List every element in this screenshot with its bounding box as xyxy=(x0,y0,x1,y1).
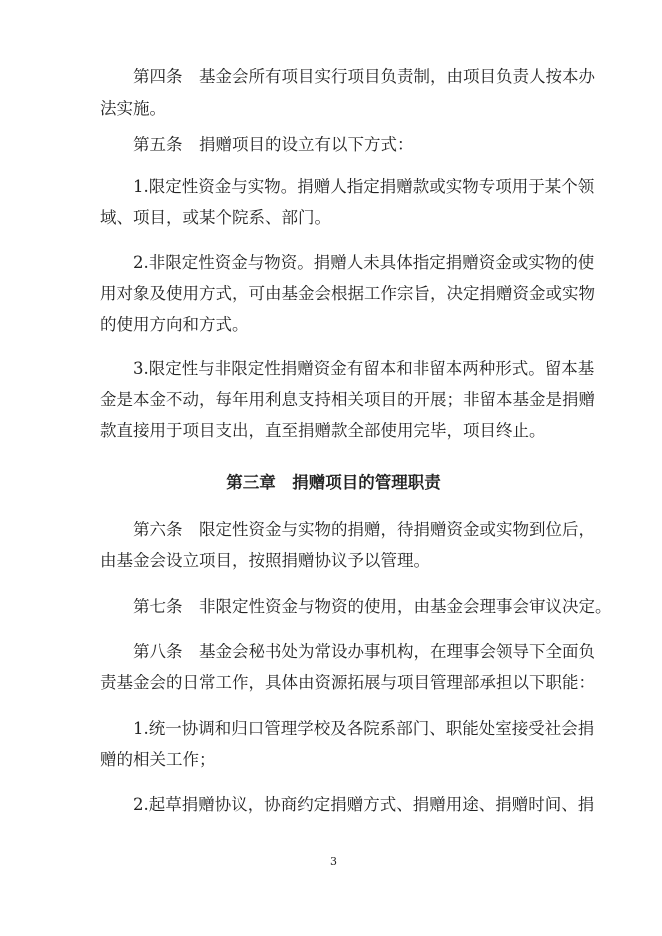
item-2-line-1: 2.非限定性资金与物资。捐赠人未具体指定捐赠资金或实物的使 xyxy=(133,253,595,272)
item-2-line-3: 的使用方向和方式。 xyxy=(100,315,249,334)
article-8-line-1: 第八条 基金会秘书处为常设办事机构，在理事会领导下全面负 xyxy=(133,642,595,661)
article-6-line-1: 第六条 限定性资金与实物的捐赠，待捐赠资金或实物到位后， xyxy=(133,520,595,539)
article-4-line-2: 法实施。 xyxy=(100,99,166,118)
article-8-line-2: 责基金会的日常工作，具体由资源拓展与项目管理部承担以下职能： xyxy=(100,673,595,692)
item-1-line-1: 1.限定性资金与实物。捐赠人指定捐赠款或实物专项用于某个领 xyxy=(133,177,595,196)
item-3-line-3: 款直接用于项目支出，直至捐赠款全部使用完毕，项目终止。 xyxy=(100,421,546,440)
item-3-line-1: 3.限定性与非限定性捐赠资金有留本和非留本两种形式。留本基 xyxy=(133,359,595,378)
duty-2-line-1: 2.起草捐赠协议，协商约定捐赠方式、捐赠用途、捐赠时间、捐 xyxy=(133,795,595,814)
page-number: 3 xyxy=(330,855,337,868)
article-5-line-1: 第五条 捐赠项目的设立有以下方式： xyxy=(133,135,414,154)
duty-1-line-2: 赠的相关工作； xyxy=(100,750,216,769)
article-4-line-1: 第四条 基金会所有项目实行项目负责制，由项目负责人按本办 xyxy=(133,67,595,86)
article-7-line-1: 第七条 非限定性资金与物资的使用，由基金会理事会审议决定。 xyxy=(133,597,612,616)
chapter-heading: 第三章 捐赠项目的管理职责 xyxy=(226,473,441,492)
item-3-line-2: 金是本金不动，每年用利息支持相关项目的开展；非留本基金是捐赠 xyxy=(100,390,595,409)
item-1-line-2: 域、项目，或某个院系、部门。 xyxy=(100,208,331,227)
item-2-line-2: 用对象及使用方式，可由基金会根据工作宗旨，决定捐赠资金或实物 xyxy=(100,284,595,303)
duty-1-line-1: 1.统一协调和归口管理学校及各院系部门、职能处室接受社会捐 xyxy=(133,719,595,738)
article-6-line-2: 由基金会设立项目，按照捐赠协议予以管理。 xyxy=(100,551,430,570)
